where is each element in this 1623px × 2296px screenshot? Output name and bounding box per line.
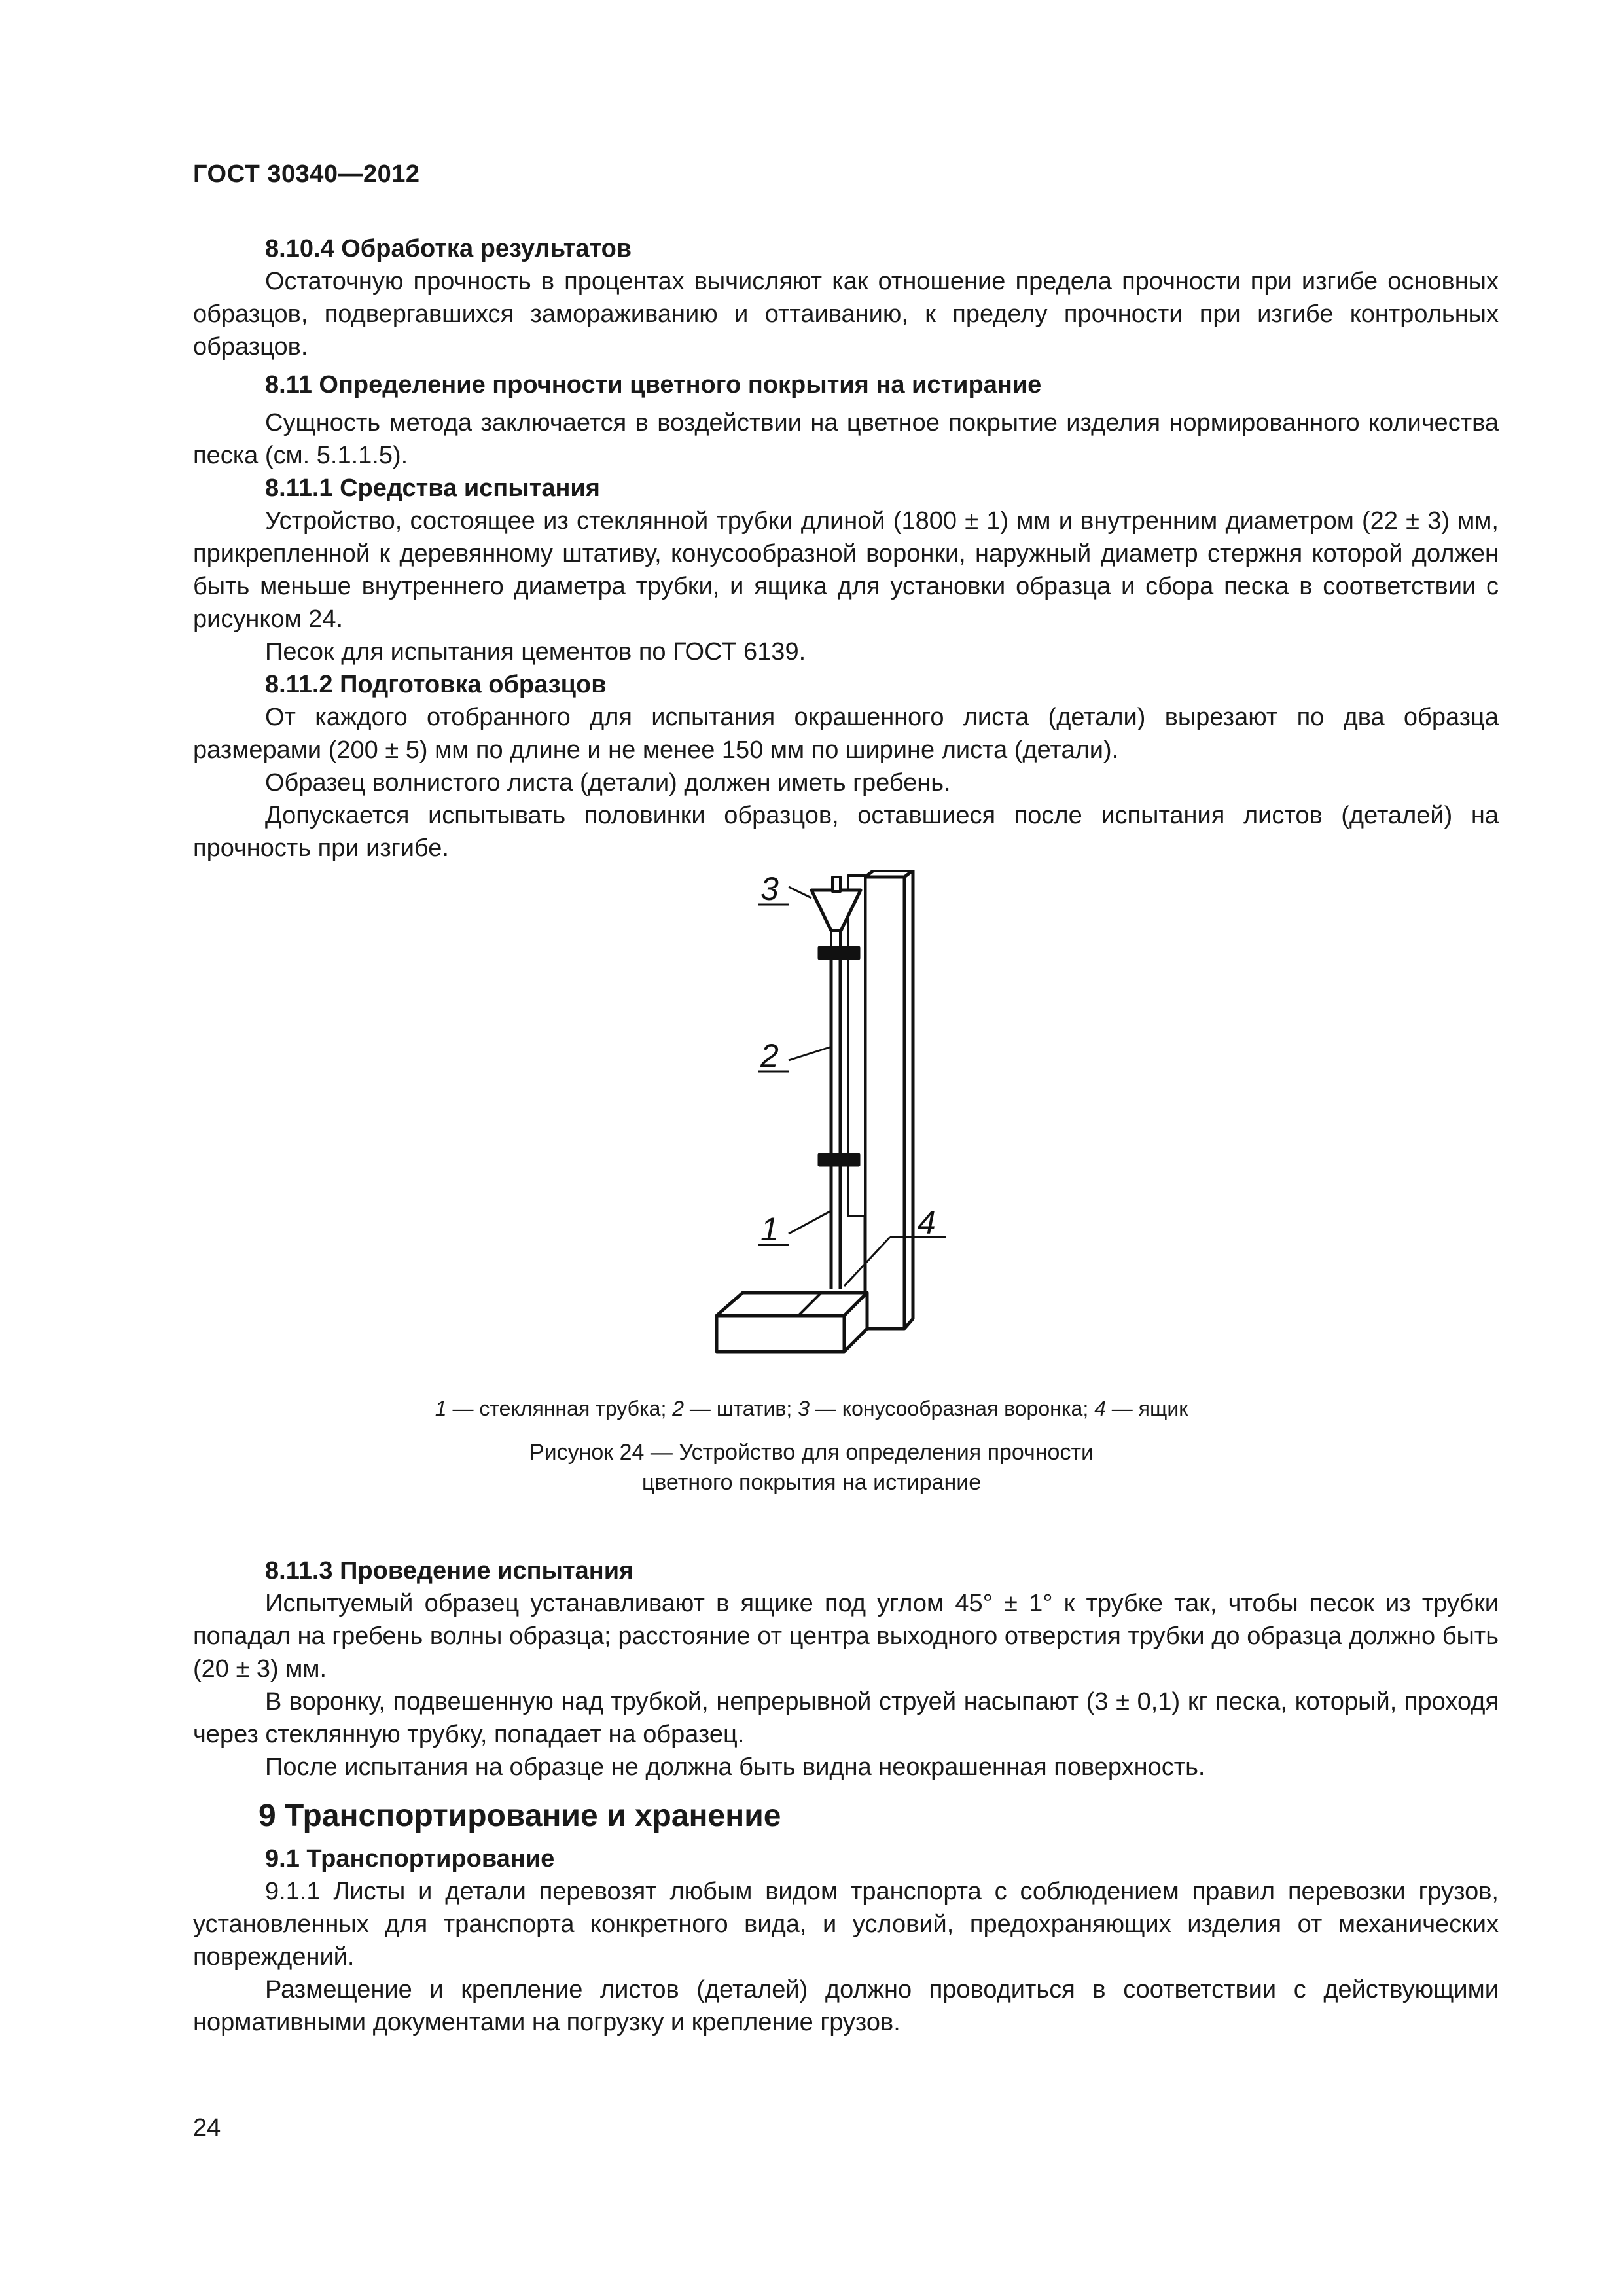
legend-text-1: — стеклянная трубка; (446, 1397, 673, 1420)
legend-num-1: 1 (435, 1397, 447, 1420)
legend-text-3: — конусообразная воронка; (809, 1397, 1095, 1420)
section-8-11-3-paragraph-3: После испытания на образце не должна быть видна неокрашенная поверхность. (265, 1753, 1205, 1781)
section-8-11-2-heading: 8.11.2 Подготовка образцов (265, 671, 607, 698)
section-8-11-3-heading: 8.11.3 Проведение испытания (265, 1557, 634, 1585)
legend-text-4: — ящик (1105, 1397, 1188, 1420)
legend-num-4: 4 (1094, 1397, 1106, 1420)
sample-box (717, 1293, 867, 1352)
section-8-11-1-heading: 8.11.1 Средства испытания (265, 475, 600, 502)
legend-num-2: 2 (672, 1397, 685, 1420)
label-2: 2 (760, 1037, 779, 1074)
document-code: ГОСТ 30340—2012 (193, 160, 420, 188)
section-8-10-4-heading: 8.10.4 Обработка результатов (265, 235, 632, 262)
section-8-11-1-paragraph-1: Устройство, состоящее из стеклянной трубки длиной (1800 ± 1) мм и внутренним диаметром (22 ± 3) мм, прикрепленной к деревянному штативу, конусообразной воронки, наружный диаметр стержня которой должен быть меньше внутреннего диаметра трубки, и ящика для установки образца и сбора песка в соответствии с рисунком 24. (193, 507, 1499, 633)
section-8-11-3-paragraph-1: Испытуемый образец устанавливают в ящике под углом 45° ± 1° к трубке так, чтобы песок из трубки попадал на гребень волны образца; расстояние от центра выходного отверстия трубки до образца должно быть (20 ± 3) мм. (193, 1590, 1499, 1683)
section-9-heading: 9 Транспортирование и хранение (259, 1799, 781, 1833)
section-8-11-2-paragraph-2: Образец волнистого листа (детали) должен иметь гребень. (265, 769, 951, 797)
upper-text-block (193, 232, 1499, 865)
leader-line-2 (789, 1047, 830, 1060)
section-8-11-3-paragraph-2: В воронку, подвешенную над трубкой, непрерывной струей насыпают (3 ± 0,1) кг песка, который, проходя через стеклянную трубку, попадает на образец. (193, 1688, 1499, 1748)
section-8-11-heading: 8.11 Определение прочности цветного покрытия на истирание (265, 371, 1042, 399)
label-3: 3 (760, 870, 779, 907)
page-number: 24 (193, 2114, 221, 2142)
legend-num-3: 3 (798, 1397, 810, 1420)
stand-column (848, 870, 913, 1329)
section-8-10-4-paragraph: Остаточную прочность в процентах вычисляют как отношение предела прочности при изгибе основных образцов, подвергавшихся замораживанию и оттаиванию, к пределу прочности при изгибе контрольных образцов. (193, 268, 1499, 361)
figure-caption-line-1: Рисунок 24 — Устройство для определения прочности (529, 1440, 1094, 1465)
section-9-1-heading: 9.1 Транспортирование (265, 1845, 555, 1873)
section-8-11-2-paragraph-1: От каждого отобранного для испытания окрашенного листа (детали) вырезают по два образца размерами (200 ± 5) мм по длине и не менее 150 мм по ширине листа (детали). (193, 704, 1499, 764)
section-9-1-1-paragraph: 9.1.1 Листы и детали перевозят любым видом транспорта с соблюдением правил перевозки грузов, установленных для транспорта конкретного вида, и условий, предохраняющих изделия от механических повреждений. (193, 1878, 1499, 1971)
section-8-11-2-paragraph-3: Допускается испытывать половинки образцов, оставшиеся после испытания листов (деталей) на прочность при изгибе. (193, 802, 1499, 862)
leader-line-3 (789, 887, 812, 898)
label-1: 1 (760, 1211, 779, 1247)
figure-legend (0, 1395, 1623, 1422)
glass-tube (831, 949, 840, 1289)
figure-caption-line-2: цветного покрытия на истирание (641, 1470, 982, 1495)
legend-text-2: — штатив; (684, 1397, 798, 1420)
leader-line-1 (789, 1211, 831, 1234)
section-8-11-1-paragraph-2: Песок для испытания цементов по ГОСТ 6139. (265, 638, 806, 666)
figure-24-apparatus (713, 870, 949, 1374)
figure-caption (0, 1437, 1623, 1498)
section-8-11-paragraph: Сущность метода заключается в воздействии на цветное покрытие изделия нормированного количества песка (см. 5.1.1.5). (193, 409, 1499, 469)
label-4: 4 (918, 1204, 936, 1241)
section-9-1-paragraph-2: Размещение и крепление листов (деталей) должно проводиться в соответствии с действующими нормативными документами на погрузку и крепление грузов. (193, 1976, 1499, 2036)
lower-text-block (193, 1554, 1499, 2039)
